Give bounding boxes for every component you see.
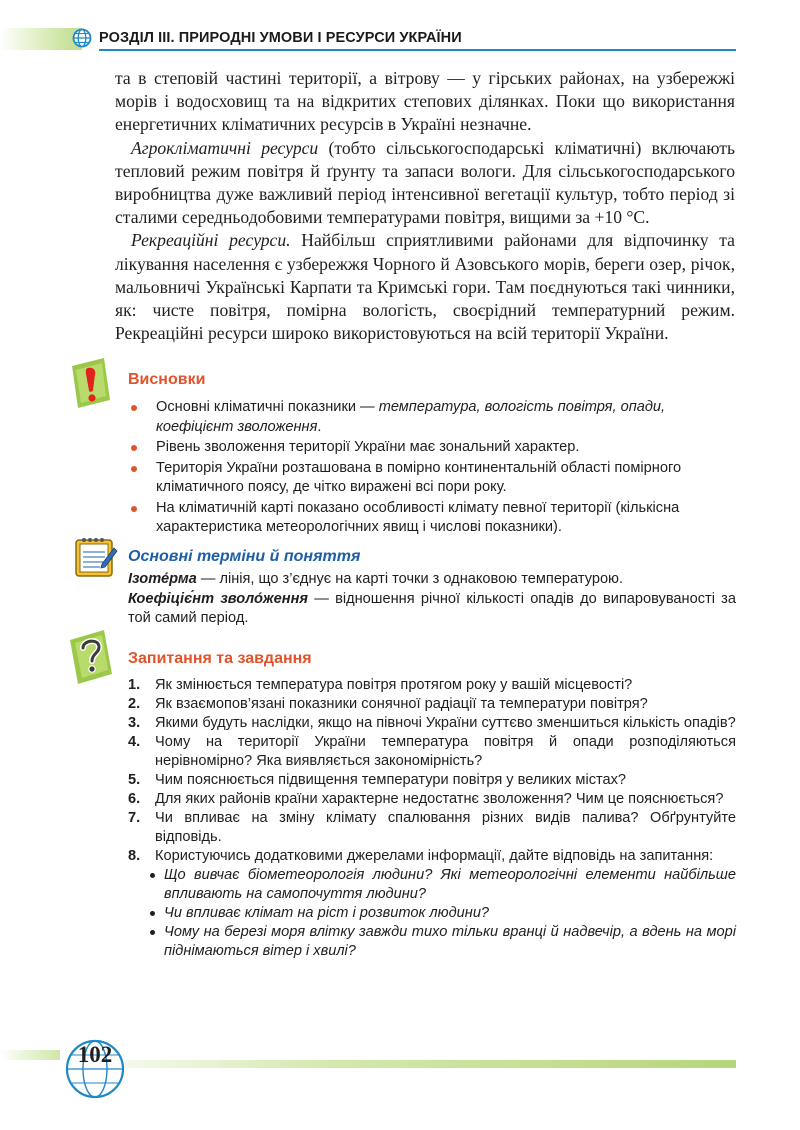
question-item: 1. Як змінюється температура повітря протягом року у вашій місцевості? <box>128 677 633 693</box>
question-item: 3. Якими будуть наслідки, якщо на півночі України суттєво зменшиться кількість опадів? <box>128 715 736 731</box>
list-item: На кліматичній карті показано особливості клімату певної території (кількісна характеристика метеорологічних явищ і числові показники). <box>128 499 736 538</box>
question-item: 6. Для яких районів країни характерне недостатнє зволоження? Чим це пояснюється? <box>128 791 724 807</box>
globe-icon <box>72 28 92 48</box>
header-rule <box>99 49 736 51</box>
sub-question-item: Чому на березі моря влітку завжди тихо тільки вранці й надвечір, а вдень на морі піднімаються вітер і хвилі? <box>146 923 736 961</box>
bullet-dot <box>131 405 137 411</box>
bullet-dot <box>131 466 137 472</box>
notepad-icon <box>72 534 118 580</box>
list-item: Територія України розташована в помірно континентальній області помірного кліматичного поясу, де чітко виражені всі пори року. <box>128 459 736 498</box>
header-band <box>0 28 82 50</box>
page-number: 102 <box>77 1042 113 1067</box>
exclamation-icon <box>66 356 114 410</box>
sub-questions <box>128 866 736 961</box>
question-item: 4. Чому на території України температура повітря й опади розподіляються нерівномірно? Яка виявляється закономірність? <box>128 734 736 769</box>
term-moisture-coefficient: Коефіціє́нт зволо́ження — відношення річної кількості опадів до випаровуваності за той самий період. <box>128 590 736 626</box>
bullet-dot <box>131 445 137 451</box>
sub-question-item: Чи впливає клімат на ріст і розвиток людини? <box>146 904 736 923</box>
footer-band <box>60 1060 736 1068</box>
question-icon <box>66 628 116 686</box>
paragraph-recreational: Рекреаційні ресурси. Найбільш сприятливими районами для відпочинку та лікування населення є узбережжя Чорного й Азовського морів, береги озер, річок, мальовничі Українські Карпати та Кримські гори. Там поєднуються такі чинники, як: чисте повітря, помірна вологість, своєрідний температурний режим. Рекреаційні ресурси широко використовуються на всій території України. <box>115 230 735 344</box>
questions-title: Запитання та завдання <box>128 650 312 667</box>
paragraph-energy: та в степовій частині території, а вітрову — у гірських районах, на узбережжі морів і водосховищ та на відкритих степових ділянках. Поки що використання енергетичних кліматичних ресурсів в Україні незначне. <box>115 68 735 135</box>
terms-block <box>128 570 736 629</box>
question-item: 2. Як взаємопов’язані показники сонячної радіації та температури повітря? <box>128 696 648 712</box>
question-item: 7. Чи впливає на зміну клімату спалювання різних видів палива? Обґрунтуйте відповідь. <box>128 810 736 845</box>
sub-question-list <box>146 866 736 961</box>
list-item: Основні кліматичні показники — температура, вологість повітря, опади, коефіцієнт зволоження. <box>128 398 736 437</box>
question-item: 8. Користуючись додатковими джерелами інформації, дайте відповідь на запитання: <box>128 848 714 864</box>
conclusions-title: Висновки <box>128 371 206 388</box>
sub-question-item: Що вивчає біометеорологія людини? Які метеорологічні елементи найбільше впливають на самопочуття людини? <box>146 866 736 904</box>
chapter-title: РОЗДІЛ ІІІ. ПРИРОДНІ УМОВИ І РЕСУРСИ УКРАЇНИ <box>99 30 462 46</box>
term-recreational: Рекреаційні ресурси. <box>131 230 291 251</box>
term-isotherm: Ізоте́рма — лінія, що з’єднує на карті точки з однаковою температурою. <box>128 571 624 587</box>
terms-title: Основні терміни й поняття <box>128 548 361 565</box>
paragraph-agroclimatic: Агрокліматичні ресурси (тобто сільськогосподарські кліматичні) включають тепловий режим повітря й ґрунту та запаси вологи. Для сільськогосподарського виробництва дуже важливий період інтенсивної вегетації культур, тобто період зі сталими середньодобовими температурами повітря, вищими за +10 °С. <box>115 137 735 228</box>
list-item: Рівень зволоження території України має зональний характер. <box>128 438 736 458</box>
bullet-dot <box>131 506 137 512</box>
conclusions-list <box>128 398 736 539</box>
questions-list <box>128 676 736 961</box>
question-item: 5. Чим пояснюється підвищення температури повітря у великих містах? <box>128 772 627 788</box>
footer-band-left <box>0 1050 60 1060</box>
term-agroclimatic: Агрокліматичні ресурси <box>131 137 319 158</box>
body-text <box>115 67 735 345</box>
